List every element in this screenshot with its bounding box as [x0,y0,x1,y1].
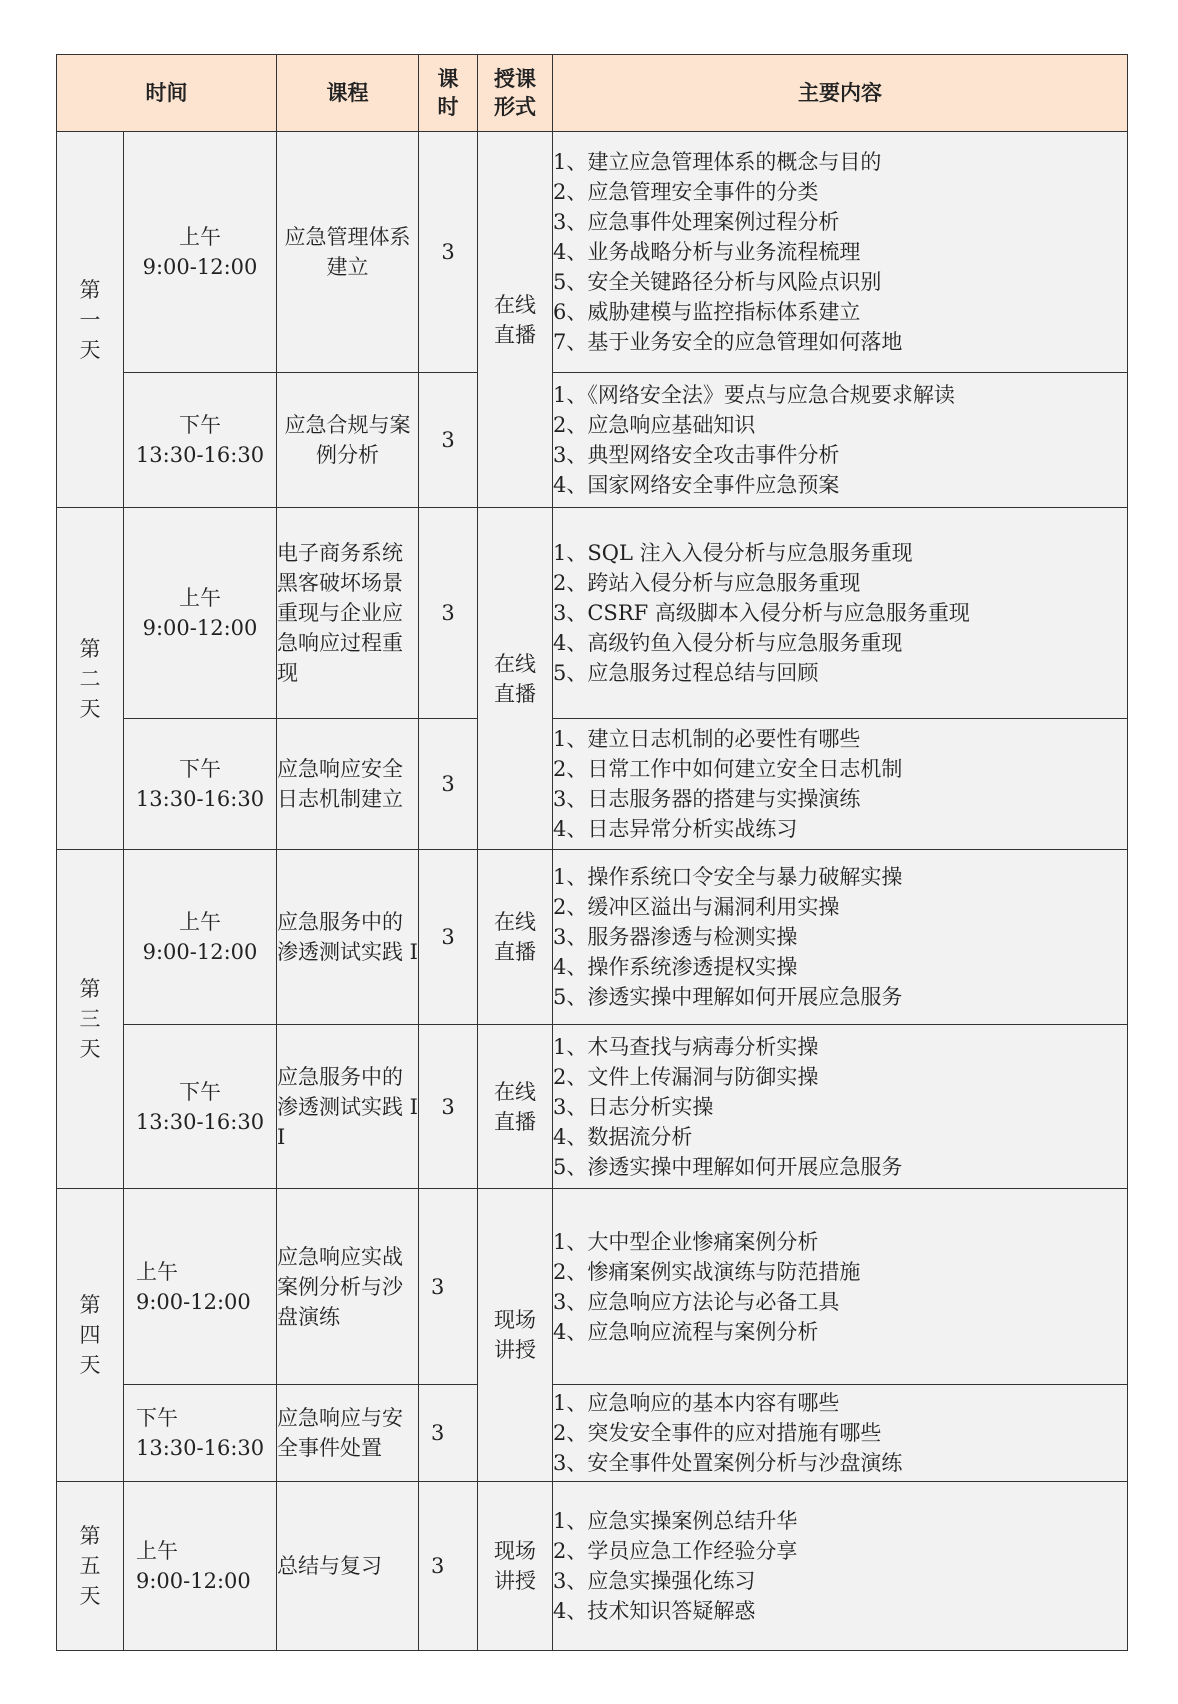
teaching-format: 现场讲授 [478,1189,553,1482]
list-item: 1、应急实操案例总结升华 [553,1509,798,1533]
table-row [57,508,1128,719]
table-row [57,132,1128,373]
day-label-2: 第二天 [57,508,124,850]
course-hours: 3 [419,719,478,850]
list-item: 3、CSRF 高级脚本入侵分析与应急服务重现 [553,601,970,625]
list-item: 6、威胁建模与监控指标体系建立 [553,300,861,324]
content-list [553,1482,1128,1651]
list-item: 1、建立应急管理体系的概念与目的 [553,150,882,174]
list-item: 3、应急事件处理案例过程分析 [553,210,840,234]
session-time: 上午 9:00-12:00 [124,850,277,1025]
content-list [553,508,1128,719]
list-item: 2、学员应急工作经验分享 [553,1539,798,1563]
teaching-format: 现场讲授 [478,1482,553,1651]
course-name: 应急管理体系建立 [277,132,419,373]
list-item: 1、SQL 注入入侵分析与应急服务重现 [553,541,913,565]
course-hours: 3 [419,132,478,373]
session-time: 下午 13:30-16:30 [124,719,277,850]
table-row [57,1482,1128,1651]
list-item: 1、大中型企业惨痛案例分析 [553,1229,819,1254]
list-item: 4、技术知识答疑解惑 [553,1599,756,1623]
header-course: 课程 [277,55,419,132]
list-item: 3、日志服务器的搭建与实操演练 [553,787,861,811]
list-item: 1、操作系统口令安全与暴力破解实操 [553,865,903,889]
table-row [57,1025,1128,1189]
session-time: 上午 9:00-12:00 [124,1482,277,1651]
list-item: 3、服务器渗透与检测实操 [553,925,798,949]
list-item: 2、文件上传漏洞与防御实操 [553,1064,819,1089]
list-item: 4、高级钓鱼入侵分析与应急服务重现 [553,631,903,655]
course-name: 应急服务中的渗透测试实践 I [277,850,419,1025]
course-name: 电子商务系统黑客破坏场景重现与企业应急响应过程重现 [277,508,419,719]
course-hours: 3 [419,373,478,508]
table-row [57,850,1128,1025]
table-row [57,719,1128,850]
content-list [553,373,1128,508]
list-item: 2、日常工作中如何建立安全日志机制 [553,757,903,781]
content-list [553,1025,1128,1189]
table-row [57,1385,1128,1482]
course-name: 总结与复习 [277,1482,419,1651]
list-item: 4、操作系统渗透提权实操 [553,955,798,979]
header-hours: 课时 [419,55,478,132]
list-item: 5、渗透实操中理解如何开展应急服务 [553,985,903,1009]
header-time: 时间 [57,55,277,132]
course-hours: 3 [419,1482,478,1651]
list-item: 1、建立日志机制的必要性有哪些 [553,727,861,751]
session-time: 下午 13:30-16:30 [124,1385,277,1482]
course-hours: 3 [419,850,478,1025]
course-hours: 3 [419,508,478,719]
header-format: 授课形式 [478,55,553,132]
course-name: 应急响应与安全事件处置 [277,1385,419,1482]
session-time: 下午 13:30-16:30 [124,373,277,508]
list-item: 5、安全关键路径分析与风险点识别 [553,270,882,294]
course-hours: 3 [419,1025,478,1189]
content-list [553,1189,1128,1385]
day-label-5: 第五天 [57,1482,124,1651]
list-item: 5、应急服务过程总结与回顾 [553,661,819,685]
content-list [553,850,1128,1025]
list-item: 2、跨站入侵分析与应急服务重现 [553,571,861,595]
list-item: 1、木马查找与病毒分析实操 [553,1034,819,1059]
table-row [57,1189,1128,1385]
list-item: 3、安全事件处置案例分析与沙盘演练 [553,1451,903,1475]
list-item: 4、国家网络安全事件应急预案 [553,473,840,497]
list-item: 2、突发安全事件的应对措施有哪些 [553,1421,882,1445]
list-item: 2、缓冲区溢出与漏洞利用实操 [553,895,840,919]
session-time: 上午 9:00-12:00 [124,508,277,719]
list-item: 2、应急管理安全事件的分类 [553,180,819,204]
course-hours: 3 [419,1189,478,1385]
teaching-format: 在线直播 [478,132,553,508]
list-item: 5、渗透实操中理解如何开展应急服务 [553,1154,903,1179]
content-list [553,132,1128,373]
day-label-1: 第一天 [57,132,124,508]
teaching-format: 在线直播 [478,850,553,1025]
session-time: 上午 9:00-12:00 [124,132,277,373]
list-item: 3、应急响应方法论与必备工具 [553,1289,840,1314]
course-name: 应急服务中的渗透测试实践 II [277,1025,419,1189]
table-row [57,373,1128,508]
list-item: 3、应急实操强化练习 [553,1569,756,1593]
list-item: 1、应急响应的基本内容有哪些 [553,1391,840,1415]
list-item: 4、应急响应流程与案例分析 [553,1319,819,1344]
teaching-format: 在线直播 [478,1025,553,1189]
course-name: 应急响应实战案例分析与沙盘演练 [277,1189,419,1385]
list-item: 4、数据流分析 [553,1124,693,1149]
list-item: 1、《网络安全法》要点与应急合规要求解读 [553,383,955,407]
session-time: 下午 13:30-16:30 [124,1025,277,1189]
course-schedule-table [56,54,1128,1651]
content-list [553,719,1128,850]
list-item: 4、业务战略分析与业务流程梳理 [553,240,861,264]
list-item: 4、日志异常分析实战练习 [553,817,798,841]
day-label-4: 第四天 [57,1189,124,1482]
session-time: 上午 9:00-12:00 [124,1189,277,1385]
list-item: 2、应急响应基础知识 [553,413,756,437]
day-label-3: 第三天 [57,850,124,1189]
list-item: 7、基于业务安全的应急管理如何落地 [553,330,903,354]
list-item: 3、典型网络安全攻击事件分析 [553,443,840,467]
teaching-format: 在线直播 [478,508,553,850]
course-hours: 3 [419,1385,478,1482]
header-content: 主要内容 [553,55,1128,132]
list-item: 2、惨痛案例实战演练与防范措施 [553,1259,861,1284]
content-list [553,1385,1128,1482]
list-item: 3、日志分析实操 [553,1094,714,1119]
table-header-row [57,55,1128,132]
course-name: 应急响应安全日志机制建立 [277,719,419,850]
course-name: 应急合规与案例分析 [277,373,419,508]
